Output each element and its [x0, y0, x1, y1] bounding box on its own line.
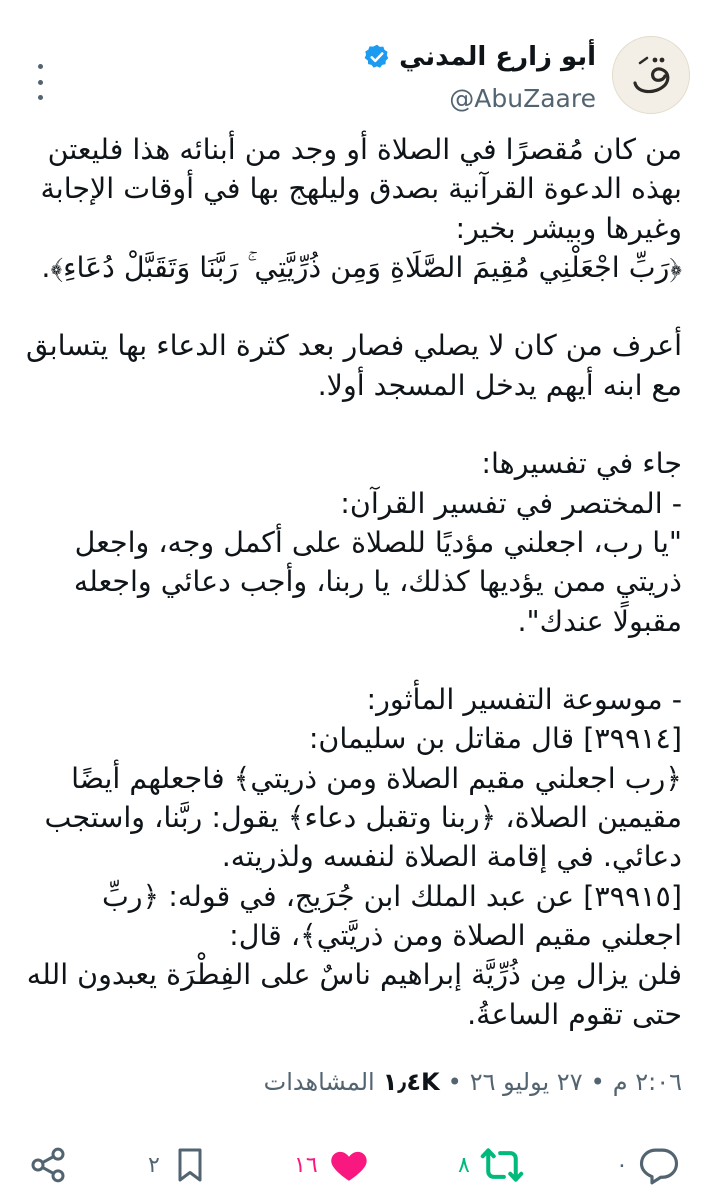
bookmark-count: ٢ [148, 1152, 160, 1178]
tweet-text [16, 130, 682, 1034]
meta-separator: • [590, 1068, 605, 1096]
views-count: ١٫٤K [382, 1068, 440, 1096]
retweet-count: ٨ [458, 1152, 470, 1178]
tweet-paragraph: جاء في تفسيرها: - المختصر في تفسير القرآن: "يا رب، اجعلني مؤديًا للصلاة على أكمل وجه، واجعل ذريتي ممن يؤديها كذلك، يا ربنا، وأجب دعائي واجعله مقبولًا عندك". [73, 447, 682, 638]
share-button[interactable] [28, 1135, 68, 1195]
retweet-icon [480, 1143, 524, 1187]
like-count: ١٦ [294, 1152, 318, 1178]
share-icon [28, 1145, 68, 1185]
tweet-header [0, 36, 710, 120]
reply-count: ٠ [616, 1152, 628, 1178]
bookmark-icon [170, 1145, 210, 1185]
more-options-icon[interactable] [30, 64, 50, 100]
tweet-paragraph: أعرف من كان لا يصلي فصار بعد كثرة الدعاء بها يتسابق مع ابنه أيهم يدخل المسجد أولا. [16, 329, 682, 402]
action-bar [0, 1135, 710, 1195]
author-handle[interactable]: @AbuZaare [449, 84, 596, 113]
heart-icon [328, 1144, 370, 1186]
author-name[interactable]: أبو زارع المدني [399, 42, 596, 72]
tweet-paragraph: من كان مُقصرًا في الصلاة أو وجد من أبنائه هذا فليعتن بهذه الدعوة القرآنية بصدق وليلهج بها في أوقات الإجابة وغيرها وبيشر بخير: ﴿رَبِّ اجْعَلْنِي مُقِيمَ الصَّلَاةِ وَمِن ذُرِّيَّتِي ۚ رَبَّنَا وَتَقَبَّلْ دُعَاءِ﴾. [40, 133, 682, 284]
views-label: المشاهدات [263, 1068, 375, 1096]
retweet-button[interactable] [458, 1135, 524, 1195]
reply-bubble-icon [638, 1144, 680, 1186]
tweet-paragraph: - موسوعة التفسير المأثور: [٣٩٩١٤] قال مقاتل بن سليمان: ﴿رب اجعلني مقيم الصلاة ومن ذريتي﴾ فاجعلهم أيضًا مقيمين الصلاة، ﴿ربنا وتقبل دعاء﴾ يقول: ربَّنا، واستجب دعائي. في إقامة الصلاة لنفسه ولذريته. [٣٩٩١٥] عن عبد الملك ابن جُرَيج، في قوله: ﴿ربِّ اجعلني مقيم الصلاة ومن ذريَّتي﴾، قال: فلن يزال مِن ذُرِّيَّة إبراهيم ناسٌ على الفِطْرَة يعبدون الله حتى تقوم الساعةُ. [26, 683, 682, 1031]
tweet-meta [264, 1068, 682, 1096]
avatar[interactable] [612, 36, 690, 114]
bookmark-button[interactable] [148, 1135, 210, 1195]
tweet-time[interactable]: ٢:٠٦ م [612, 1068, 682, 1096]
like-button[interactable] [294, 1135, 370, 1195]
tweet-date[interactable]: ٢٧ يوليو ٢٦ [469, 1068, 583, 1096]
reply-button[interactable] [616, 1135, 680, 1195]
verified-badge-icon [363, 43, 391, 71]
meta-separator: • [447, 1068, 462, 1096]
avatar-calligraphy-icon [625, 49, 677, 101]
author-name-row[interactable] [363, 42, 596, 72]
